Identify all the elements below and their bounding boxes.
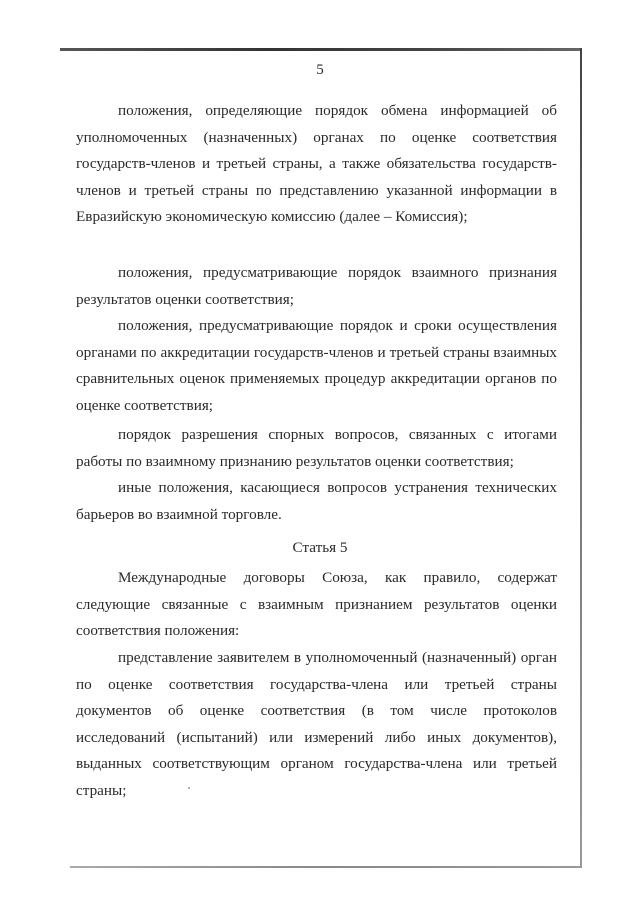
scan-edge-right <box>580 48 582 868</box>
scan-speck <box>188 787 190 789</box>
scan-edge-bottom <box>70 866 582 868</box>
paragraph-2: положения, предусматривающие порядок взаимного признания результатов оценки соответствия; <box>76 264 557 308</box>
paragraph-4: порядок разрешения спорных вопросов, связанных с итогами работы по взаимному признанию результатов оценки соответствия; <box>76 426 557 470</box>
paragraph-6: Международные договоры Союза, как правило, содержат следующие связанные с взаимным признанием результатов оценки соответствия положения: <box>76 569 557 640</box>
scan-edge-top <box>60 48 582 51</box>
paragraph-7: представление заявителем в уполномоченный (назначенный) орган по оценке соответствия государства-члена или третьей страны документов об оценке соответствия (в том числе протоколов исследований (испытаний) или измерений либо иных документов), выданных соответствующим органом государства-члена или третьей страны; <box>76 649 557 799</box>
paragraph-3: положения, предусматривающие порядок и сроки осуществления органами по аккредитации государств-членов и третьей страны взаимных сравнительных оценок применяемых процедур аккредитации органов по оценке соответствия; <box>76 317 557 414</box>
page-number: 5 <box>316 62 324 78</box>
article-heading: Статья 5 <box>292 539 348 556</box>
paragraph-5: иные положения, касающиеся вопросов устранения технических барьеров во взаимной торговле. <box>76 479 557 523</box>
paragraph-1: положения, определяющие порядок обмена информацией об уполномоченных (назначенных) органах по оценке соответствия государств-членов и третьей страны, а также обязательства государств-членов и третьей страны по представлению указанной информации в Евразийскую экономическую комиссию (далее – Комиссия); <box>76 102 557 226</box>
